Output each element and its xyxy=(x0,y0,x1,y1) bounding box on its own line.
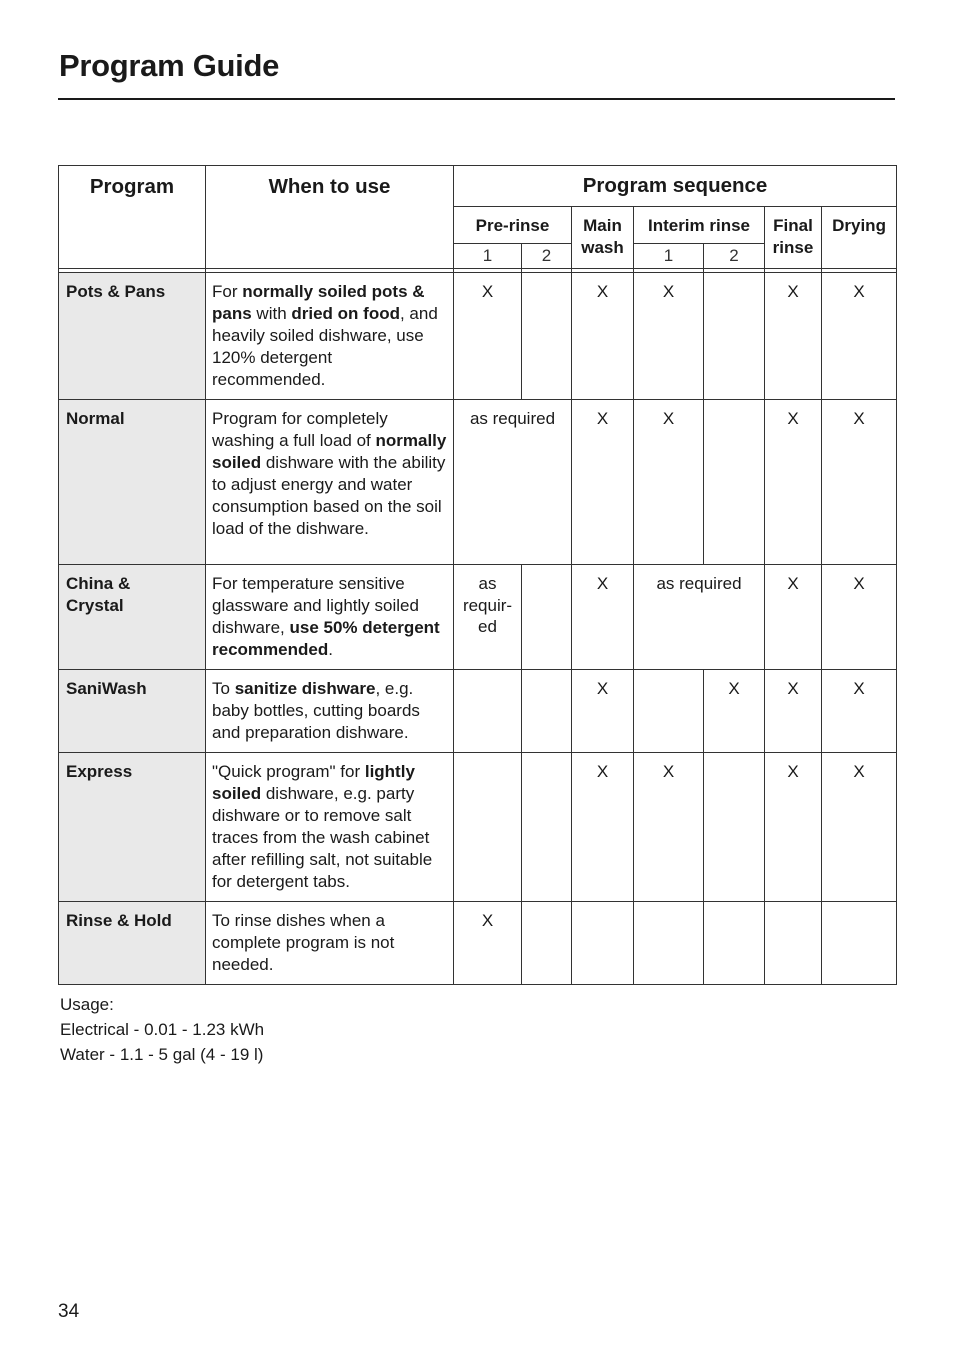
page-title: Program Guide xyxy=(59,48,280,83)
body-text: "Quick program" for xyxy=(212,762,365,781)
drying-cell: X xyxy=(822,400,897,565)
usage-notes xyxy=(60,992,264,1067)
when-to-use-text xyxy=(206,902,454,985)
program-name: China & Crystal xyxy=(59,565,206,670)
table-row xyxy=(59,753,897,902)
interim-rinse-2-cell xyxy=(704,753,765,902)
page-number: 34 xyxy=(58,1301,80,1322)
program-name: Pots & Pans xyxy=(59,273,206,400)
title-divider xyxy=(58,98,895,100)
table-row xyxy=(59,400,897,565)
body-text: with xyxy=(251,304,292,323)
emphasis-text: use 50% detergent recommended xyxy=(212,618,440,659)
header-program: Program xyxy=(59,166,206,269)
header-interim-rinse: Interim rinse xyxy=(634,207,765,244)
interim-rinse-1-cell: X xyxy=(634,400,704,565)
interim-rinse-cell: as required xyxy=(634,565,765,670)
final-rinse-cell: X xyxy=(765,565,822,670)
interim-rinse-2-cell: X xyxy=(704,670,765,753)
main-wash-cell: X xyxy=(572,273,634,400)
when-to-use-text xyxy=(206,670,454,753)
drying-cell: X xyxy=(822,753,897,902)
when-to-use-text xyxy=(206,565,454,670)
main-wash-cell: X xyxy=(572,565,634,670)
pre-rinse-2-cell xyxy=(522,670,572,753)
drying-cell: X xyxy=(822,565,897,670)
when-to-use-text xyxy=(206,400,454,565)
body-text: dishware, e.g. party dishware or to remove salt traces from the wash cabinet after refilling salt, not suitable for detergent tabs. xyxy=(212,784,433,891)
emphasis-text: sanitize dishware xyxy=(234,679,376,698)
interim-rinse-1-cell: X xyxy=(634,273,704,400)
header-when-to-use: When to use xyxy=(206,166,454,269)
program-name: Rinse & Hold xyxy=(59,902,206,985)
usage-electrical: Electrical - 0.01 - 1.23 kWh xyxy=(60,1020,265,1039)
header-program-sequence: Program sequence xyxy=(454,166,897,207)
header-drying: Drying xyxy=(822,207,897,269)
interim-rinse-1-cell xyxy=(634,902,704,985)
interim-rinse-2-cell xyxy=(704,273,765,400)
pre-rinse-2-cell xyxy=(522,753,572,902)
body-text: To rinse dishes when a complete program is not needed. xyxy=(212,911,395,974)
body-text: , e.g. baby bottles, cutting boards and preparation dishware. xyxy=(212,679,420,742)
drying-cell: X xyxy=(822,273,897,400)
when-to-use-text xyxy=(206,753,454,902)
usage-heading: Usage: xyxy=(60,995,114,1014)
pre-rinse-1-cell xyxy=(454,670,522,753)
body-text: For xyxy=(212,282,243,301)
pre-rinse-cell: as required xyxy=(454,400,572,565)
body-text: For temperature sensitive glassware and lightly soiled dishware, xyxy=(212,574,419,637)
main-wash-cell xyxy=(572,902,634,985)
final-rinse-cell xyxy=(765,902,822,985)
body-text: , and heavily soiled dishware, use 120% detergent recommended. xyxy=(212,304,438,389)
header-pre-rinse: Pre-rinse xyxy=(454,207,572,244)
body-text: Program for completely washing a full load of xyxy=(212,409,388,450)
pre-rinse-1-cell: X xyxy=(454,902,522,985)
main-wash-cell: X xyxy=(572,670,634,753)
program-name: Normal xyxy=(59,400,206,565)
body-text: . xyxy=(328,640,333,659)
pre-rinse-1-cell: X xyxy=(454,273,522,400)
header-pre-rinse-1: 1 xyxy=(454,244,522,269)
interim-rinse-1-cell xyxy=(634,670,704,753)
pre-rinse-2-cell xyxy=(522,565,572,670)
emphasis-text: lightly soiled xyxy=(212,762,415,803)
body-text: dishware with the ability to adjust energy and water consumption based on the soil load of the dishware. xyxy=(212,453,446,538)
drying-cell xyxy=(822,902,897,985)
table-row xyxy=(59,565,897,670)
interim-rinse-2-cell xyxy=(704,400,765,565)
header-main-wash: Main wash xyxy=(572,207,634,269)
header-interim-rinse-1: 1 xyxy=(634,244,704,269)
table-row xyxy=(59,670,897,753)
interim-rinse-1-cell: X xyxy=(634,753,704,902)
header-final-rinse: Final rinse xyxy=(765,207,822,269)
pre-rinse-2-cell xyxy=(522,273,572,400)
body-text: To xyxy=(212,679,235,698)
header-interim-rinse-2: 2 xyxy=(704,244,765,269)
emphasis-text: dried on food xyxy=(291,304,400,323)
interim-rinse-2-cell xyxy=(704,902,765,985)
when-to-use-text xyxy=(206,273,454,400)
usage-water: Water - 1.1 - 5 gal (4 - 19 l) xyxy=(60,1045,264,1064)
table-row xyxy=(59,902,897,985)
final-rinse-cell: X xyxy=(765,400,822,565)
final-rinse-cell: X xyxy=(765,753,822,902)
pre-rinse-2-cell xyxy=(522,902,572,985)
table-row xyxy=(59,273,897,400)
program-guide-table xyxy=(58,165,897,985)
header-pre-rinse-2: 2 xyxy=(522,244,572,269)
emphasis-text: normally soiled pots & pans xyxy=(212,282,425,323)
main-wash-cell: X xyxy=(572,400,634,565)
main-wash-cell: X xyxy=(572,753,634,902)
pre-rinse-1-cell xyxy=(454,753,522,902)
drying-cell: X xyxy=(822,670,897,753)
final-rinse-cell: X xyxy=(765,273,822,400)
final-rinse-cell: X xyxy=(765,670,822,753)
pre-rinse-1-cell: as requir-ed xyxy=(454,565,522,670)
emphasis-text: normally soiled xyxy=(212,431,447,472)
program-name: SaniWash xyxy=(59,670,206,753)
program-name: Express xyxy=(59,753,206,902)
